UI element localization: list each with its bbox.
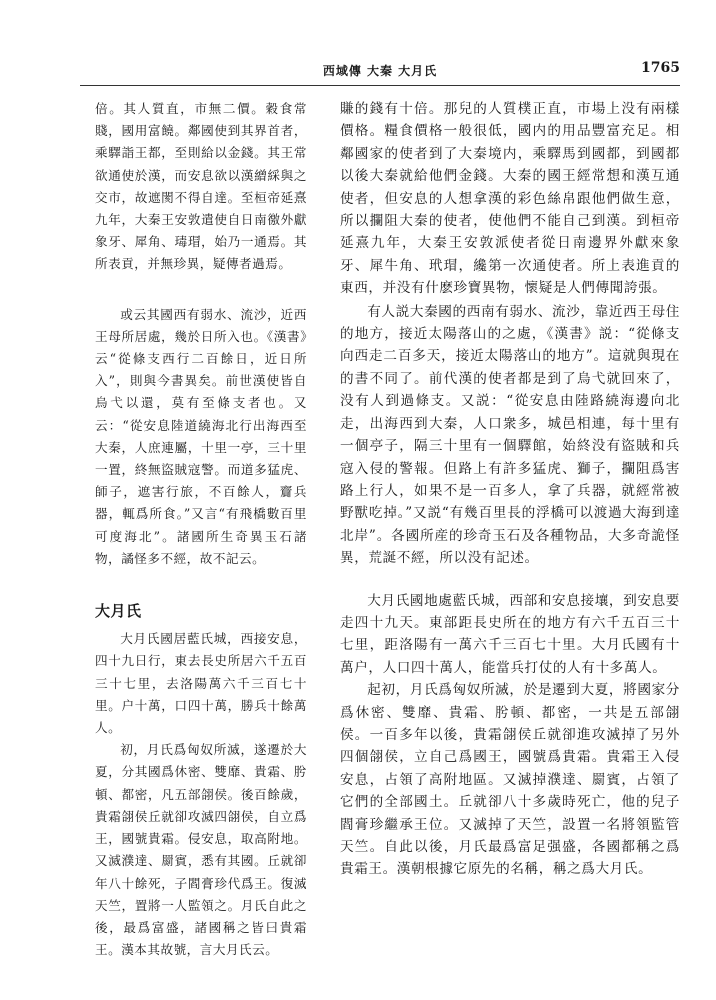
- header-rule: [80, 85, 680, 86]
- page-number: 1765: [641, 60, 680, 76]
- translation-column: [340, 98, 680, 881]
- classical-paragraph-2: 或云其國西有弱水、流沙，近西王母所居處，幾於日所入也。《漢書》云“從條支西行二百餘日，近日所入”，則與今書異矣。前世漢使皆自烏弋以還，莫有至條支者也。又云：“從安息陸道繞海北行出海西至大秦，人庶連屬，十里一亭，三十里一置，終無盜賊寇警。而道多猛虎、師子，遮害行旅，不百餘人，齎兵器，輒爲所食。”又言“有飛橋數百里可度海北”。諸國所生奇異玉石諸物，譎怪多不經，故不記云。: [95, 306, 307, 566]
- section-title: 大月氏: [95, 602, 142, 621]
- classical-paragraph-3: 大月氏國居藍氏城，西接安息，四十九日行，東去長史所居六千五百三十七里，去洛陽萬六千三百七十里。户十萬，口四十萬，勝兵十餘萬人。: [95, 631, 307, 736]
- translation-paragraph-4: 起初，月氏爲匈奴所滅，於是遷到大夏，將國家分爲休密、雙靡、貴霜、肹頓、都密，一共是五部翖侯。一百多年以後，貴霜翖侯丘就卻進攻滅掉了另外四個翖侯，立自己爲國王，國號爲貴霜。貴霜王入侵安息，占領了高附地區。又滅掉濮達、罽賓，占領了它們的全部國土。丘就卻八十多歲時死亡，他的兒子閻膏珍繼承王位。又滅掉了天竺，設置一名將領監管天竺。自此以後，月氏最爲富足强盛，各國都稱之爲貴霜王。漢朝根據它原先的名稱，稱之爲大月氏。: [340, 682, 680, 878]
- running-head: 西域傳 大秦 大月氏: [322, 64, 438, 78]
- translation-paragraph-3: 大月氏國地處藍氏城，西部和安息接壤，到安息要走四十九天。東部距長史所在的地方有六千五百三十七里，距洛陽有一萬六千三百七十里。大月氏國有十萬户，人口四十萬人，能當兵打仗的人有十多萬人。: [340, 592, 680, 676]
- classical-paragraph-4: 初，月氏爲匈奴所滅，遂遷於大夏，分其國爲休密、雙靡、貴霜、肹頓、都密，凡五部翖侯。後百餘歲，貴霜翖侯丘就卻攻滅四翖侯，自立爲王，國號貴霜。侵安息，取高附地。又滅濮達、罽賓，悉有其國。丘就卻年八十餘死，子閻膏珍代爲王。復滅天竺，置將一人監領之。月氏自此之後，最爲富盛，諸國稱之皆曰貴霜王。漢本其故號，言大月氏云。: [95, 742, 307, 958]
- translation-paragraph-1: 賺的錢有十倍。那兒的人質樸正直，市場上没有兩樣價格。糧食價格一般很低，國内的用品豐富充足。相鄰國家的使者到了大秦境内，乘驛馬到國都，到國都以後大秦就給他們金錢。大秦的國王經常想和漢互通使者，但安息的人想拿漢的彩色絲帛跟他們做生意，所以攔阻大秦的使者，使他們不能自己到漢。到桓帝延熹九年，大秦王安敦派使者從日南邊界外獻來象牙、犀牛角、玳瑁，纔第一次通使者。所上表進貢的東西，并没有什麽珍寶異物，懷疑是人們傳聞誇張。: [340, 101, 680, 297]
- translation-paragraph-2: 有人説大秦國的西南有弱水、流沙，靠近西王母住的地方，接近太陽落山的之處，《漢書》説：“從條支向西走二百多天，接近太陽落山的地方”。這就與現在的書不同了。前代漢的使者都是到了烏弋就回來了，没有人到過條支。又説：“從安息由陸路繞海邊向北走，出海西到大秦，人口衆多，城邑相連，每十里有一個亭子，隔三十里有一個驛館，始終没有盜賊和兵寇入侵的警報。但路上有許多猛虎、獅子，攔阻爲害路上行人，如果不是一百多人，拿了兵器，就經常被野獸吃掉。”又説“有幾百里長的浮橋可以渡過大海到達北岸”。各國所産的珍奇玉石及各種物品，大多奇詭怪異，荒誕不經，所以没有記述。: [340, 303, 680, 567]
- page-header: [80, 60, 680, 82]
- classical-paragraph-1: 倍。其人質直，市無二價。穀食常賤，國用富饒。鄰國使到其界首者，乘驛詣王都，至則給以金錢。其王常欲通使於漢，而安息欲以漢繒綵與之交市，故遮閡不得自達。至桓帝延熹九年，大秦王安敦遣使自日南徼外獻象牙、犀角、瑇瑁，始乃一通焉。其所表貢，并無珍異，疑傳者過焉。: [95, 101, 307, 272]
- classical-text-column: [95, 98, 307, 961]
